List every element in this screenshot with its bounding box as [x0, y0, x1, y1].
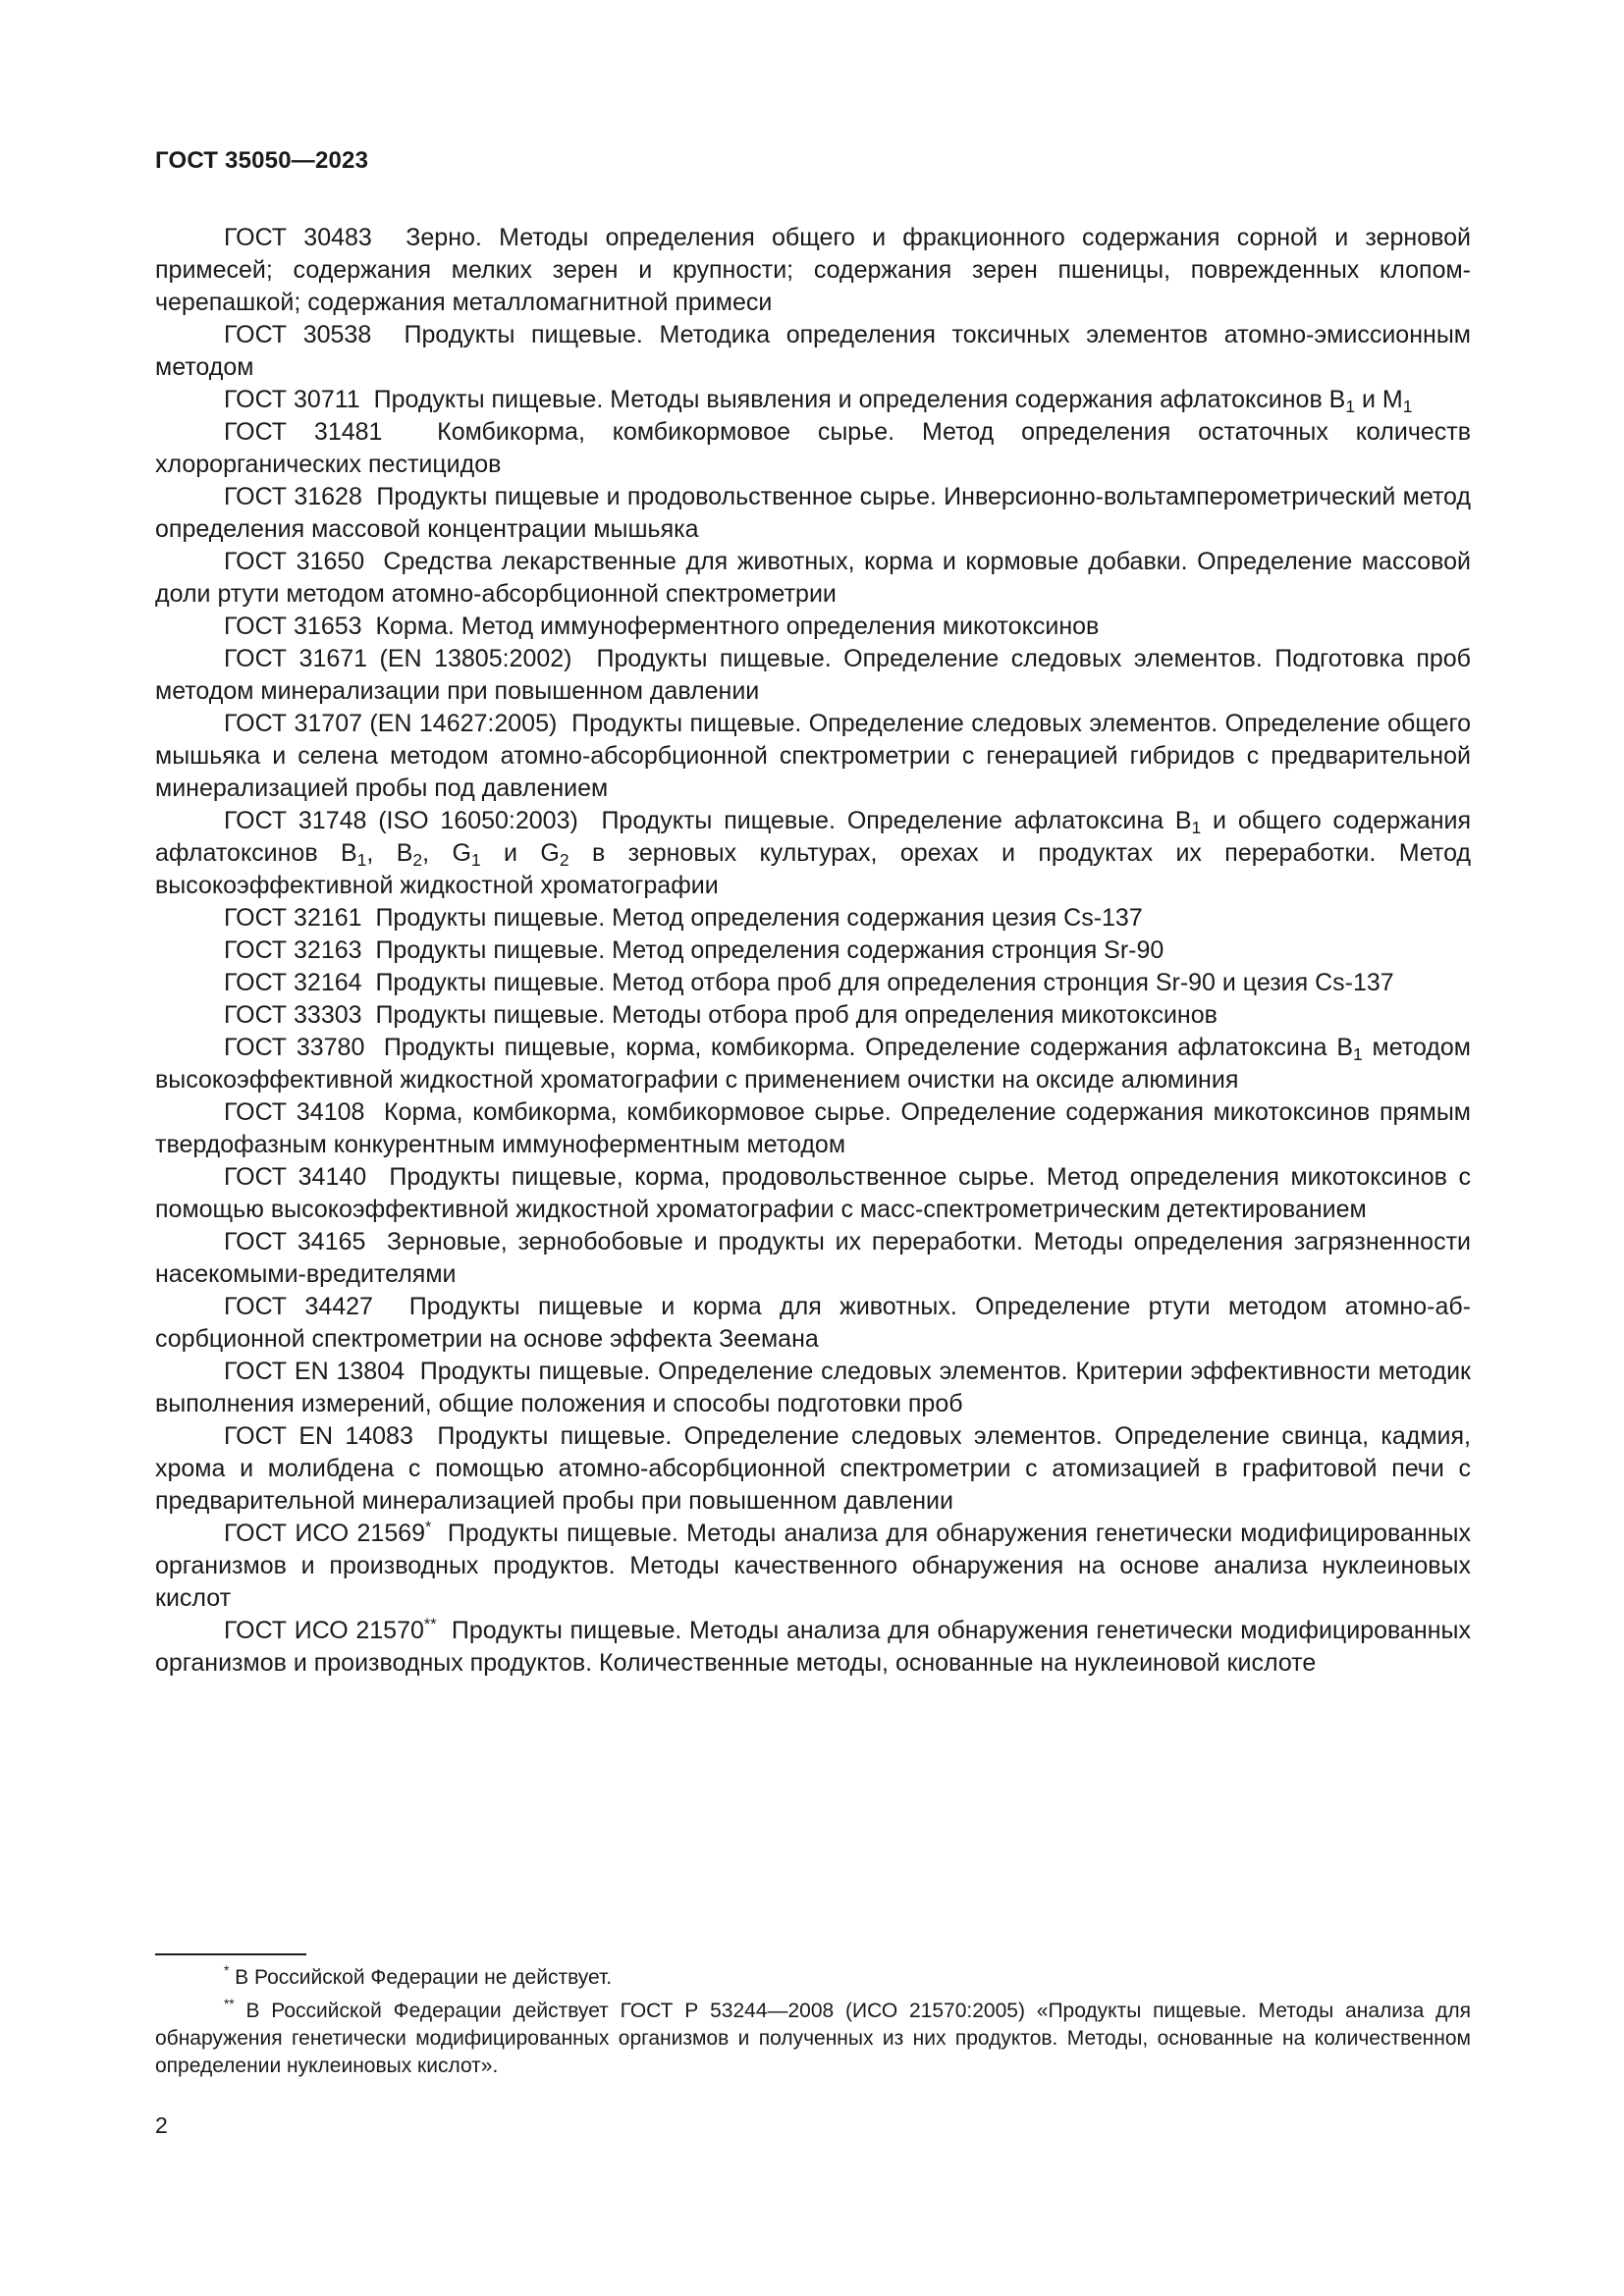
- reference-code: ГОСТ EN 13804: [224, 1358, 406, 1385]
- reference-title: Продукты пищевые. Определение следовых элементов. Подготовка проб методом минерализации при повышенном давлении: [155, 645, 1471, 705]
- reference-title: Продукты пищевые, корма, продовольственное сырье. Метод определения микотоксинов с помощью высокоэффективной жидкостной хроматографии с масс-спектрометрическим детектированием: [155, 1163, 1472, 1223]
- reference-title: Продукты пищевые. Метод отбора проб для определения стронция Sr-90 и цезия Cs-137: [375, 969, 1394, 996]
- reference-item: [155, 1420, 1471, 1518]
- reference-item: [155, 1356, 1471, 1420]
- reference-code: ГОСТ 31707 (EN 14627:2005): [224, 710, 558, 737]
- reference-text: Продукты пищевые. Определение афлатоксина B: [601, 807, 1192, 834]
- reference-item: [155, 1518, 1471, 1615]
- subscript: 1: [1191, 818, 1202, 837]
- reference-code: ГОСТ 31748 (ISO 16050:2003): [224, 807, 578, 834]
- reference-code: ГОСТ 30483: [224, 224, 372, 251]
- reference-text: Продукты пищевые, корма, комбикорма. Определение содержания афлатоксина B: [383, 1034, 1354, 1061]
- reference-item: [155, 319, 1471, 384]
- reference-code: ГОСТ 31653: [224, 613, 362, 640]
- reference-title: Продукты пищевые. Метод определения содержания стронция Sr-90: [375, 936, 1164, 964]
- reference-title: Средства лекарственные для животных, корма и кормовые добавки. Определение массовой доли ртути методом атомно-абсорбционной спектрометрии: [155, 548, 1471, 608]
- footnote-mark: **: [224, 1997, 235, 2011]
- reference-item: [155, 481, 1471, 546]
- normative-references-list: [155, 222, 1471, 1680]
- reference-code: ГОСТ 30538: [224, 321, 372, 348]
- reference-title: Продукты пищевые и корма для животных. Определение ртути методом атомно-абсорбционной спектрометрии на основе эффекта Зеемана: [155, 1293, 1471, 1353]
- footnote-mark: **: [423, 1616, 437, 1633]
- subscript: 1: [1353, 1044, 1363, 1064]
- reference-text: , G: [422, 839, 471, 867]
- reference-title: Зерно. Методы определения общего и фракционного содержания сорной и зерновой примесей; содержания мелких зерен и крупности; содержания зерен пшеницы, поврежденных клопом-черепашкой; содержания металломагнитной примеси: [155, 224, 1471, 316]
- reference-item: [155, 902, 1471, 934]
- reference-text: методом высокоэффективной жидкостной хроматографии с применением очистки на оксиде алюминия: [155, 1034, 1471, 1094]
- footnote-text: В Российской Федерации действует ГОСТ Р 53244—2008 (ИСО 21570:2005) «Продукты пищевые. Методы анализа для обнаружения генетически модифицированных организмов и полученных из них продуктов. Методы, основанные на количественном определении нуклеиновых кислот».: [155, 2000, 1471, 2077]
- reference-item: [155, 222, 1471, 319]
- reference-text: , B: [366, 839, 413, 867]
- reference-title: Продукты пищевые и продовольственное сырье. Инверсионно-вольтамперометрический метод определения массовой концентрации мышьяка: [155, 483, 1471, 543]
- reference-item: [155, 643, 1471, 708]
- reference-title: Корма. Метод иммуноферментного определения микотоксинов: [375, 613, 1100, 640]
- reference-title: Продукты пищевые. Определение следовых элементов. Определение общего мышьяка и селена методом атомно-абсорбционной спектрометрии с генерацией гибридов с предварительной минерализацией пробы под давлением: [155, 710, 1472, 802]
- reference-code: ГОСТ 31481: [224, 418, 383, 446]
- footnote-item: [155, 1998, 1471, 2080]
- reference-item: [155, 546, 1471, 611]
- footnote-item: [155, 1964, 1471, 1992]
- reference-item: [155, 1161, 1471, 1226]
- reference-code: ГОСТ 33780: [224, 1034, 365, 1061]
- reference-item: [155, 1032, 1471, 1096]
- reference-code: ГОСТ 34427: [224, 1293, 373, 1320]
- reference-title: Продукты пищевые. Определение следовых элементов. Определение свинца, кадмия, хрома и молибдена с помощью атомно-абсорбционной спектрометрии с атомизацией в графитовой печи с предварительной минерализацией пробы при повышенном давлении: [155, 1422, 1471, 1515]
- reference-title: Зерновые, зернобобовые и продукты их переработки. Методы определения загрязненности насекомыми-вредителями: [155, 1228, 1471, 1288]
- reference-item: [155, 999, 1471, 1032]
- reference-item: [155, 1291, 1471, 1356]
- reference-text: и G: [480, 839, 560, 867]
- reference-code: ГОСТ 31671 (EN 13805:2002): [224, 645, 572, 672]
- reference-title: Продукты пищевые. Методы отбора проб для определения микотоксинов: [375, 1001, 1218, 1029]
- reference-code: ГОСТ 32163: [224, 936, 362, 964]
- reference-text: Продукты пищевые. Методы выявления и определения содержания афлатоксинов B: [373, 386, 1346, 413]
- reference-text: и M: [1355, 386, 1403, 413]
- reference-code: ГОСТ EN 14083: [224, 1422, 413, 1450]
- reference-title: Продукты пищевые. Определение следовых элементов. Критерии эффективности методик выполнения измерений, общие положения и способы подготовки проб: [155, 1358, 1471, 1417]
- reference-text: в зерновых культурах, орехах и продуктах их переработки. Метод высокоэффективной жидкостной хроматографии: [155, 839, 1472, 899]
- reference-code: ГОСТ ИСО 21570: [224, 1617, 424, 1644]
- reference-item: [155, 1615, 1471, 1680]
- reference-code: ГОСТ 32164: [224, 969, 362, 996]
- footnote-mark: *: [425, 1519, 432, 1536]
- reference-code: ГОСТ ИСО 21569: [224, 1520, 426, 1547]
- reference-item: [155, 708, 1471, 805]
- subscript: 1: [470, 850, 481, 870]
- reference-item: [155, 805, 1471, 902]
- reference-code: ГОСТ 34108: [224, 1098, 365, 1126]
- footnote-separator: [155, 1953, 306, 1955]
- subscript: 2: [412, 850, 423, 870]
- reference-code: ГОСТ 31628: [224, 483, 362, 510]
- reference-code: ГОСТ 33303: [224, 1001, 362, 1029]
- reference-title: Комбикорма, комбикормовое сырье. Метод определения остаточных количеств хлорорганических пестицидов: [155, 418, 1471, 478]
- reference-title: Продукты пищевые. Методика определения токсичных элементов атомно-эмиссионным методом: [155, 321, 1471, 381]
- subscript: 1: [1345, 397, 1356, 416]
- reference-item: [155, 1096, 1471, 1161]
- reference-title: [373, 386, 1413, 416]
- reference-title: Продукты пищевые. Методы анализа для обнаружения генетически модифицированных организмов и производных продуктов. Методы качественного обнаружения на основе анализа нуклеиновых кислот: [155, 1520, 1471, 1612]
- reference-code: ГОСТ 31650: [224, 548, 365, 575]
- reference-title: Продукты пищевые. Методы анализа для обнаружения генетически модифицированных организмов и производных продуктов. Количественные методы, основанные на нуклеиновой кислоте: [155, 1617, 1471, 1677]
- reference-text: и общего содержания афлатоксинов B: [155, 807, 1471, 867]
- subscript: 1: [356, 850, 367, 870]
- page-number: 2: [155, 2112, 168, 2138]
- reference-item: [155, 416, 1471, 481]
- reference-title: Продукты пищевые. Метод определения содержания цезия Cs-137: [375, 904, 1143, 932]
- reference-item: [155, 967, 1471, 999]
- reference-code: ГОСТ 32161: [224, 904, 362, 932]
- footnote-text: В Российской Федерации не действует.: [235, 1966, 613, 1989]
- reference-item: [155, 934, 1471, 967]
- document-header: ГОСТ 35050—2023: [155, 147, 369, 174]
- footnote-mark: *: [224, 1963, 230, 1978]
- reference-item: [155, 1226, 1471, 1291]
- subscript: 1: [1402, 397, 1413, 416]
- reference-code: ГОСТ 34165: [224, 1228, 366, 1255]
- reference-item: [155, 384, 1471, 416]
- reference-title: Корма, комбикорма, комбикормовое сырье. Определение содержания микотоксинов прямым твердофазным конкурентным иммуноферментным методом: [155, 1098, 1471, 1158]
- reference-code: ГОСТ 34140: [224, 1163, 367, 1191]
- reference-item: [155, 611, 1471, 643]
- footnotes: [155, 1964, 1471, 2086]
- reference-code: ГОСТ 30711: [224, 386, 360, 413]
- subscript: 2: [559, 850, 569, 870]
